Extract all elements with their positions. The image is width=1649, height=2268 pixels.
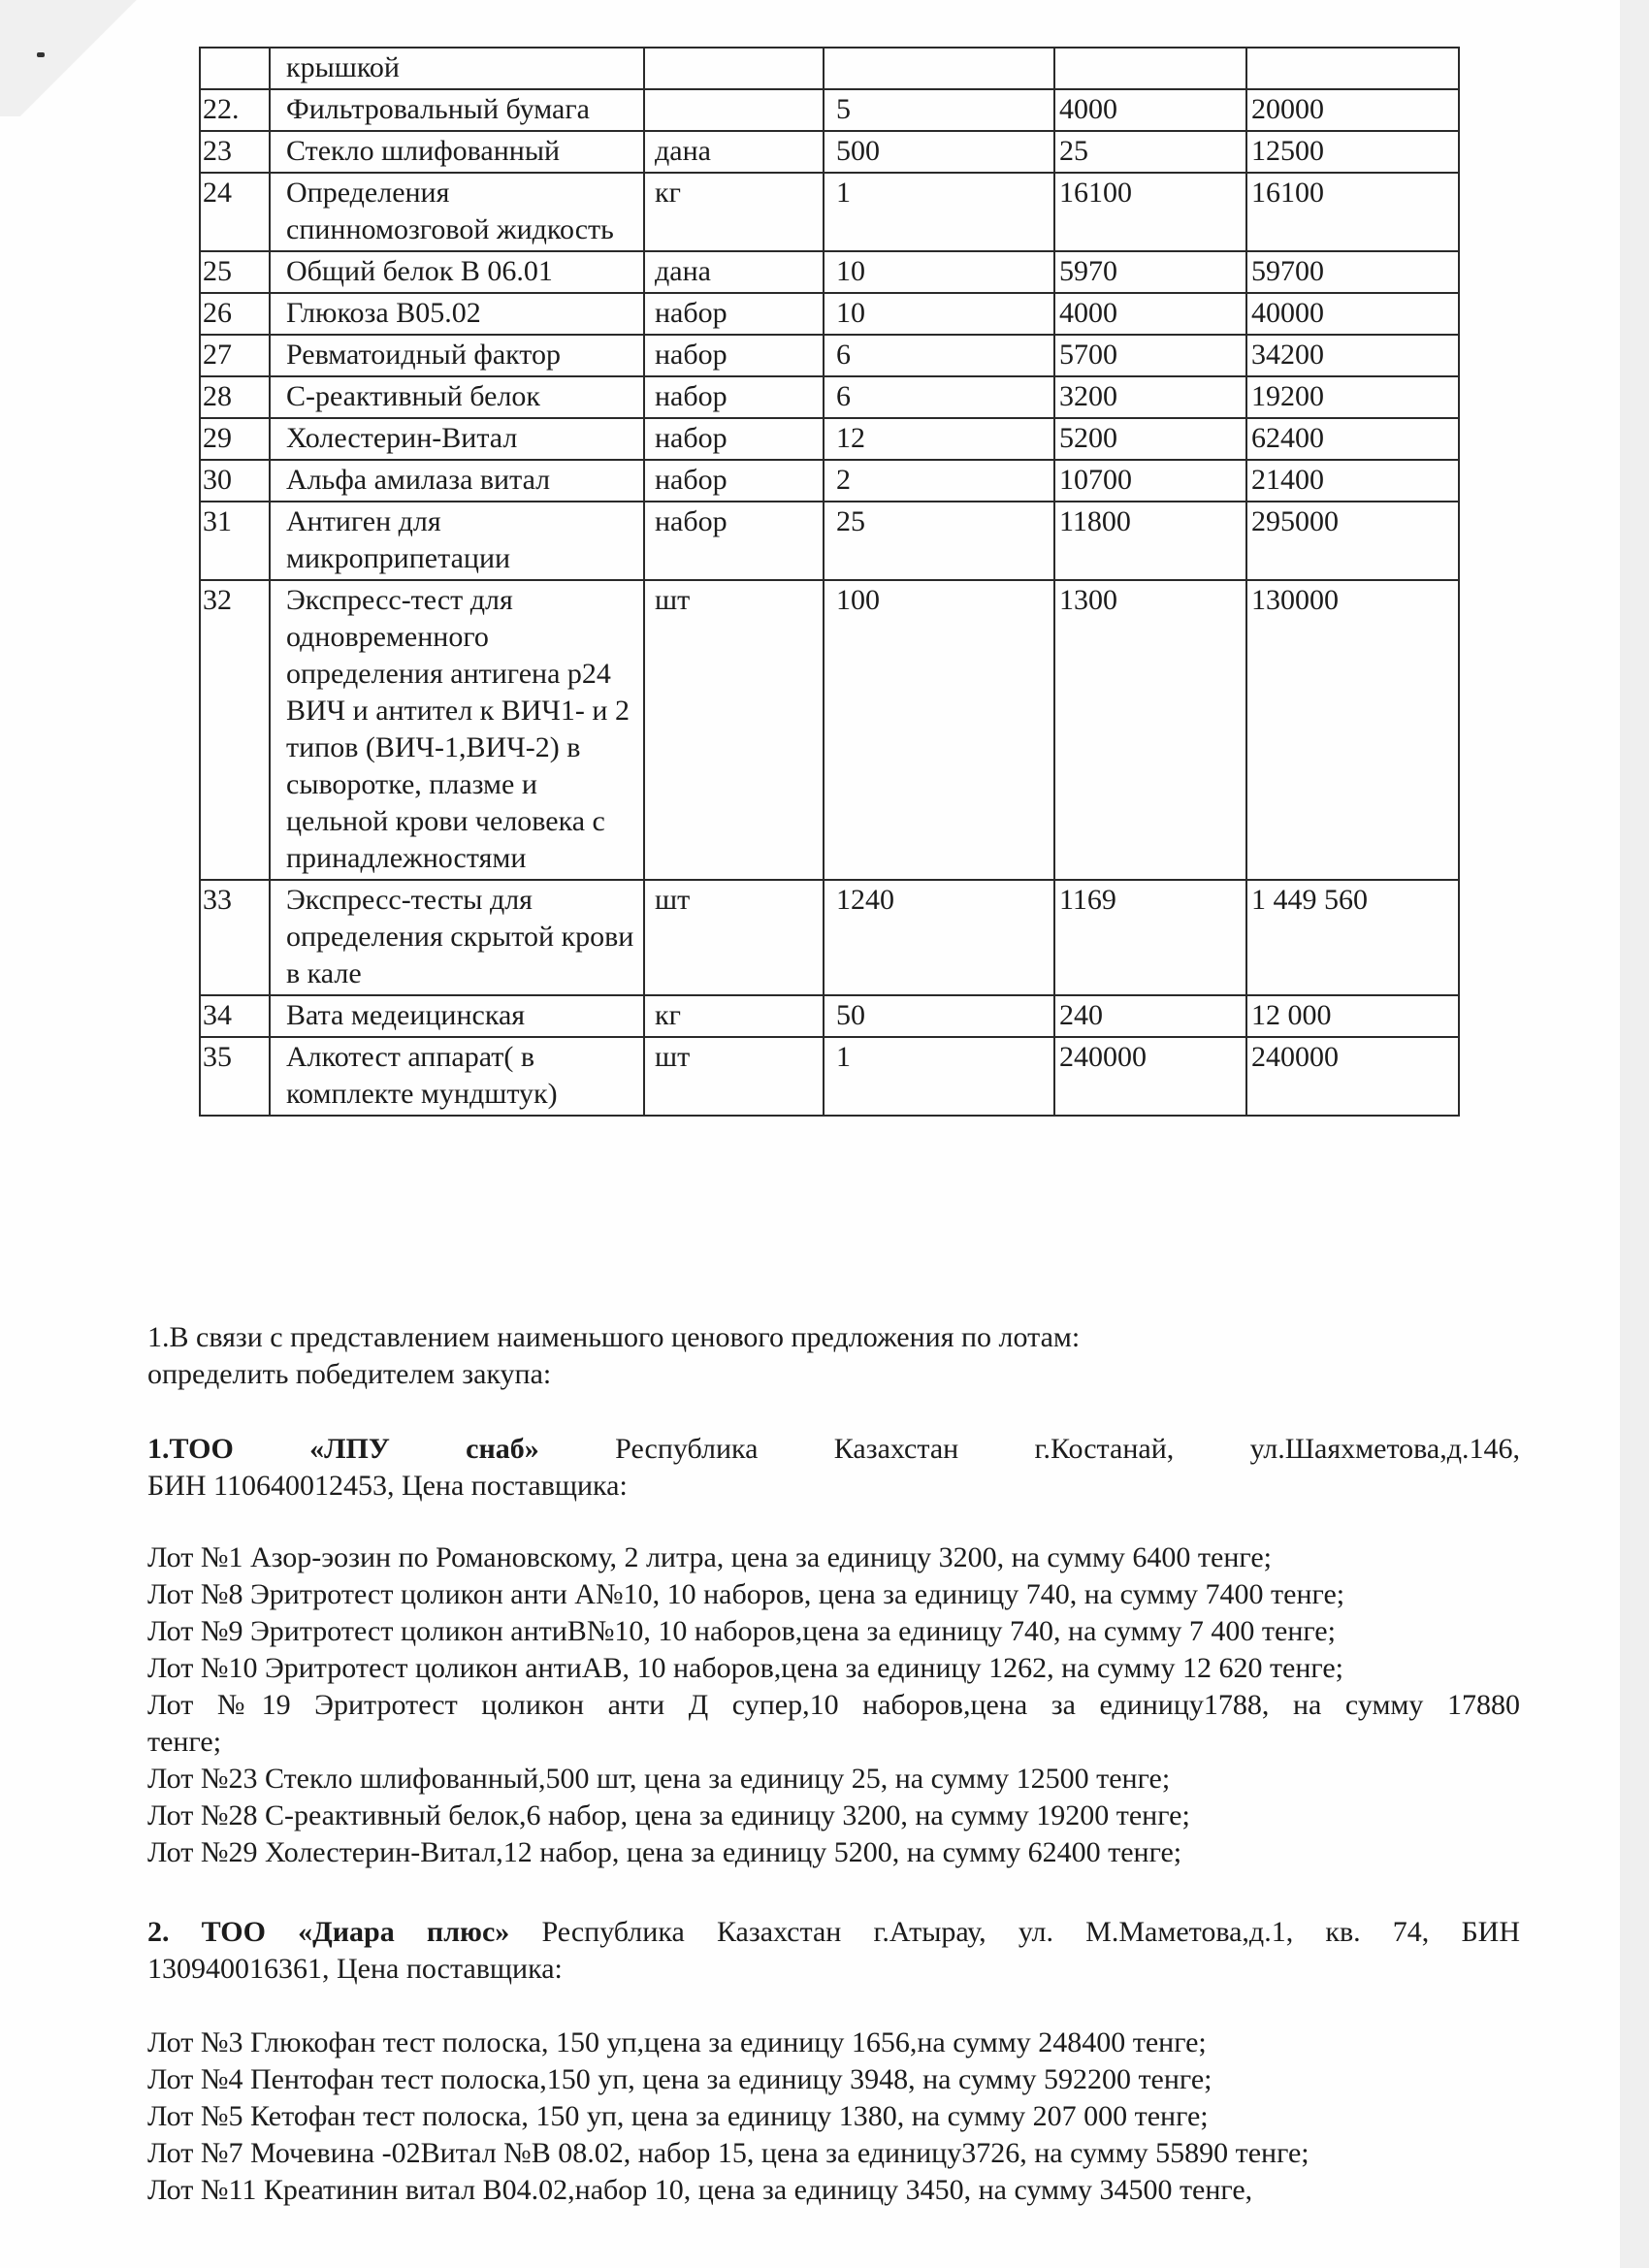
lot-line: Лот №23 Стекло шлифованный,500 шт, цена за единицу 25, на сумму 12500 тенге; — [147, 1763, 1171, 1795]
cell-unit: набор — [644, 460, 824, 502]
table-row — [200, 89, 1459, 131]
lot-line: Лот №8 Эритротест цоликон анти А№10, 10 наборов, цена за единицу 740, на сумму 7400 тенге; — [147, 1578, 1345, 1610]
lot-line: Лот №4 Пентофан тест полоска,150 уп, цена за единицу 3948, на сумму 592200 тенге; — [147, 2063, 1212, 2095]
supplier-1-address: Республика Казахстан г.Костанай, ул.Шаяхметова,д.146, — [615, 1433, 1521, 1465]
cell-sum: 62400 — [1246, 418, 1459, 460]
intro-block — [147, 1319, 1520, 1393]
cell-qty: 6 — [824, 376, 1054, 418]
cell-price: 4000 — [1054, 89, 1246, 131]
cell-sum: 19200 — [1246, 376, 1459, 418]
table-row — [200, 335, 1459, 376]
cell-num: 29 — [200, 418, 270, 460]
lot-line: Лот №19 Эритротест цоликон анти Д супер,10 наборов,цена за единицу1788, на сумму 17880 — [147, 1689, 1520, 1721]
cell-sum: 130000 — [1246, 580, 1459, 880]
table-row — [200, 48, 1459, 89]
items-table-body — [200, 48, 1459, 1116]
table-row — [200, 460, 1459, 502]
cell-num: 22. — [200, 89, 270, 131]
cell-sum: 20000 — [1246, 89, 1459, 131]
lot-line: тенге; — [147, 1726, 222, 1758]
cell-price: 240 — [1054, 995, 1246, 1037]
cell-sum: 21400 — [1246, 460, 1459, 502]
cell-qty: 500 — [824, 131, 1054, 173]
lot-line: Лот №3 Глюкофан тест полоска, 150 уп,цена за единицу 1656,на сумму 248400 тенге; — [147, 2026, 1207, 2058]
cell-price: 10700 — [1054, 460, 1246, 502]
cell-name: Определения спинномозговой жидкость — [270, 173, 644, 251]
lot-line: Лот №9 Эритротест цоликон антиВ№10, 10 наборов,цена за единицу 740, на сумму 7 400 тенге; — [147, 1615, 1336, 1647]
cell-qty: 50 — [824, 995, 1054, 1037]
cell-qty: 1240 — [824, 880, 1054, 995]
cell-price: 1169 — [1054, 880, 1246, 995]
supplier-2-name: 2. ТОО «Диара плюс» — [147, 1916, 510, 1948]
cell-unit — [644, 48, 824, 89]
cell-num: 35 — [200, 1037, 270, 1116]
cell-name: Альфа амилаза витал — [270, 460, 644, 502]
cell-name: С-реактивный белок — [270, 376, 644, 418]
cell-num: 24 — [200, 173, 270, 251]
supplier-1-bin: БИН 110640012453, Цена поставщика: — [147, 1470, 628, 1502]
cell-price: 240000 — [1054, 1037, 1246, 1116]
cell-unit: набор — [644, 293, 824, 335]
table-row — [200, 131, 1459, 173]
lot-line: Лот №10 Эритротест цоликон антиАВ, 10 наборов,цена за единицу 1262, на сумму 12 620 тенге; — [147, 1652, 1343, 1684]
cell-num — [200, 48, 270, 89]
lot-line: Лот №5 Кетофан тест полоска, 150 уп, цена за единицу 1380, на сумму 207 000 тенге; — [147, 2100, 1209, 2132]
cell-sum: 1 449 560 — [1246, 880, 1459, 995]
table-row — [200, 1037, 1459, 1116]
cell-name: Ревматоидный фактор — [270, 335, 644, 376]
cell-num: 30 — [200, 460, 270, 502]
table-row — [200, 293, 1459, 335]
cell-sum: 12500 — [1246, 131, 1459, 173]
table-row — [200, 376, 1459, 418]
cell-num: 27 — [200, 335, 270, 376]
cell-qty: 6 — [824, 335, 1054, 376]
cell-price: 16100 — [1054, 173, 1246, 251]
cell-sum: 34200 — [1246, 335, 1459, 376]
cell-name: Алкотест аппарат( в комплекте мундштук) — [270, 1037, 644, 1116]
cell-num: 23 — [200, 131, 270, 173]
supplier-1-block — [147, 1431, 1520, 1505]
supplier-1-header — [147, 1431, 1520, 1468]
supplier-2-bin: 130940016361, Цена поставщика: — [147, 1953, 563, 1985]
cell-name: крышкой — [270, 48, 644, 89]
cell-price: 11800 — [1054, 502, 1246, 580]
scan-edge — [1620, 0, 1649, 2268]
cell-name: Антиген для микроприпетации — [270, 502, 644, 580]
cell-unit: набор — [644, 502, 824, 580]
folded-corner — [0, 0, 155, 116]
lot-line: Лот №28 С-реактивный белок,6 набор, цена за единицу 3200, на сумму 19200 тенге; — [147, 1799, 1190, 1831]
cell-price: 3200 — [1054, 376, 1246, 418]
cell-num: 32 — [200, 580, 270, 880]
cell-name: Экспресс-тест для одновременного определения антигена р24 ВИЧ и антител к ВИЧ1- и 2 типов (ВИЧ-1,ВИЧ-2) в сыворотке, плазме и цельной крови человека с принадлежностями — [270, 580, 644, 880]
lot-line: Лот №11 Креатинин витал В04.02,набор 10, цена за единицу 3450, на сумму 34500 тенге, — [147, 2174, 1253, 2206]
supplier-1-lots — [147, 1539, 1520, 1871]
cell-qty: 100 — [824, 580, 1054, 880]
scan-mark — [37, 52, 45, 57]
supplier-1-name: 1.ТОО «ЛПУ снаб» — [147, 1433, 539, 1465]
cell-unit: набор — [644, 418, 824, 460]
cell-name: Экспресс-тесты для определения скрытой крови в кале — [270, 880, 644, 995]
cell-num: 34 — [200, 995, 270, 1037]
cell-sum: 240000 — [1246, 1037, 1459, 1116]
cell-name: Фильтровальный бумага — [270, 89, 644, 131]
cell-price: 5700 — [1054, 335, 1246, 376]
cell-price: 4000 — [1054, 293, 1246, 335]
cell-qty: 5 — [824, 89, 1054, 131]
cell-sum — [1246, 48, 1459, 89]
table-row — [200, 418, 1459, 460]
cell-unit: дана — [644, 131, 824, 173]
cell-num: 28 — [200, 376, 270, 418]
lot-line: Лот №7 Мочевина -02Витал №В 08.02, набор 15, цена за единицу3726, на сумму 55890 тенге; — [147, 2137, 1310, 2169]
cell-sum: 59700 — [1246, 251, 1459, 293]
cell-num: 25 — [200, 251, 270, 293]
cell-unit: шт — [644, 580, 824, 880]
table-row — [200, 995, 1459, 1037]
cell-price: 25 — [1054, 131, 1246, 173]
cell-unit: набор — [644, 376, 824, 418]
cell-name: Глюкоза В05.02 — [270, 293, 644, 335]
cell-unit: шт — [644, 880, 824, 995]
lot-line: Лот №1 Азор-эозин по Романовскому, 2 литра, цена за единицу 3200, на сумму 6400 тенге; — [147, 1541, 1272, 1573]
cell-qty — [824, 48, 1054, 89]
cell-qty: 1 — [824, 1037, 1054, 1116]
cell-price: 1300 — [1054, 580, 1246, 880]
cell-qty: 10 — [824, 251, 1054, 293]
cell-num: 33 — [200, 880, 270, 995]
cell-sum: 40000 — [1246, 293, 1459, 335]
cell-unit: дана — [644, 251, 824, 293]
cell-unit — [644, 89, 824, 131]
cell-price: 5970 — [1054, 251, 1246, 293]
cell-unit: кг — [644, 995, 824, 1037]
cell-qty: 10 — [824, 293, 1054, 335]
cell-sum: 16100 — [1246, 173, 1459, 251]
intro-line-1: 1.В связи с представлением наименьшого ценового предложения по лотам: — [147, 1321, 1081, 1353]
cell-num: 31 — [200, 502, 270, 580]
cell-name: Общий белок В 06.01 — [270, 251, 644, 293]
supplier-2-address: Республика Казахстан г.Атырау, ул. М.Маметова,д.1, кв. 74, БИН — [541, 1916, 1521, 1948]
table-row — [200, 502, 1459, 580]
intro-line-2: определить победителем закупа: — [147, 1358, 552, 1390]
table-row — [200, 251, 1459, 293]
table-row — [200, 880, 1459, 995]
cell-unit: кг — [644, 173, 824, 251]
cell-name: Вата медеицинская — [270, 995, 644, 1037]
table-row — [200, 580, 1459, 880]
cell-unit: шт — [644, 1037, 824, 1116]
cell-qty: 2 — [824, 460, 1054, 502]
items-table — [199, 47, 1460, 1117]
cell-qty: 12 — [824, 418, 1054, 460]
supplier-2-block — [147, 1914, 1520, 1988]
table-row — [200, 173, 1459, 251]
cell-unit: набор — [644, 335, 824, 376]
cell-sum: 295000 — [1246, 502, 1459, 580]
lot-line: Лот №29 Холестерин-Витал,12 набор, цена за единицу 5200, на сумму 62400 тенге; — [147, 1836, 1182, 1868]
cell-name: Стекло шлифованный — [270, 131, 644, 173]
cell-price: 5200 — [1054, 418, 1246, 460]
cell-name: Холестерин-Витал — [270, 418, 644, 460]
cell-qty: 25 — [824, 502, 1054, 580]
supplier-2-header — [147, 1914, 1520, 1951]
cell-sum: 12 000 — [1246, 995, 1459, 1037]
cell-price — [1054, 48, 1246, 89]
supplier-2-lots — [147, 2025, 1520, 2209]
cell-qty: 1 — [824, 173, 1054, 251]
cell-num: 26 — [200, 293, 270, 335]
